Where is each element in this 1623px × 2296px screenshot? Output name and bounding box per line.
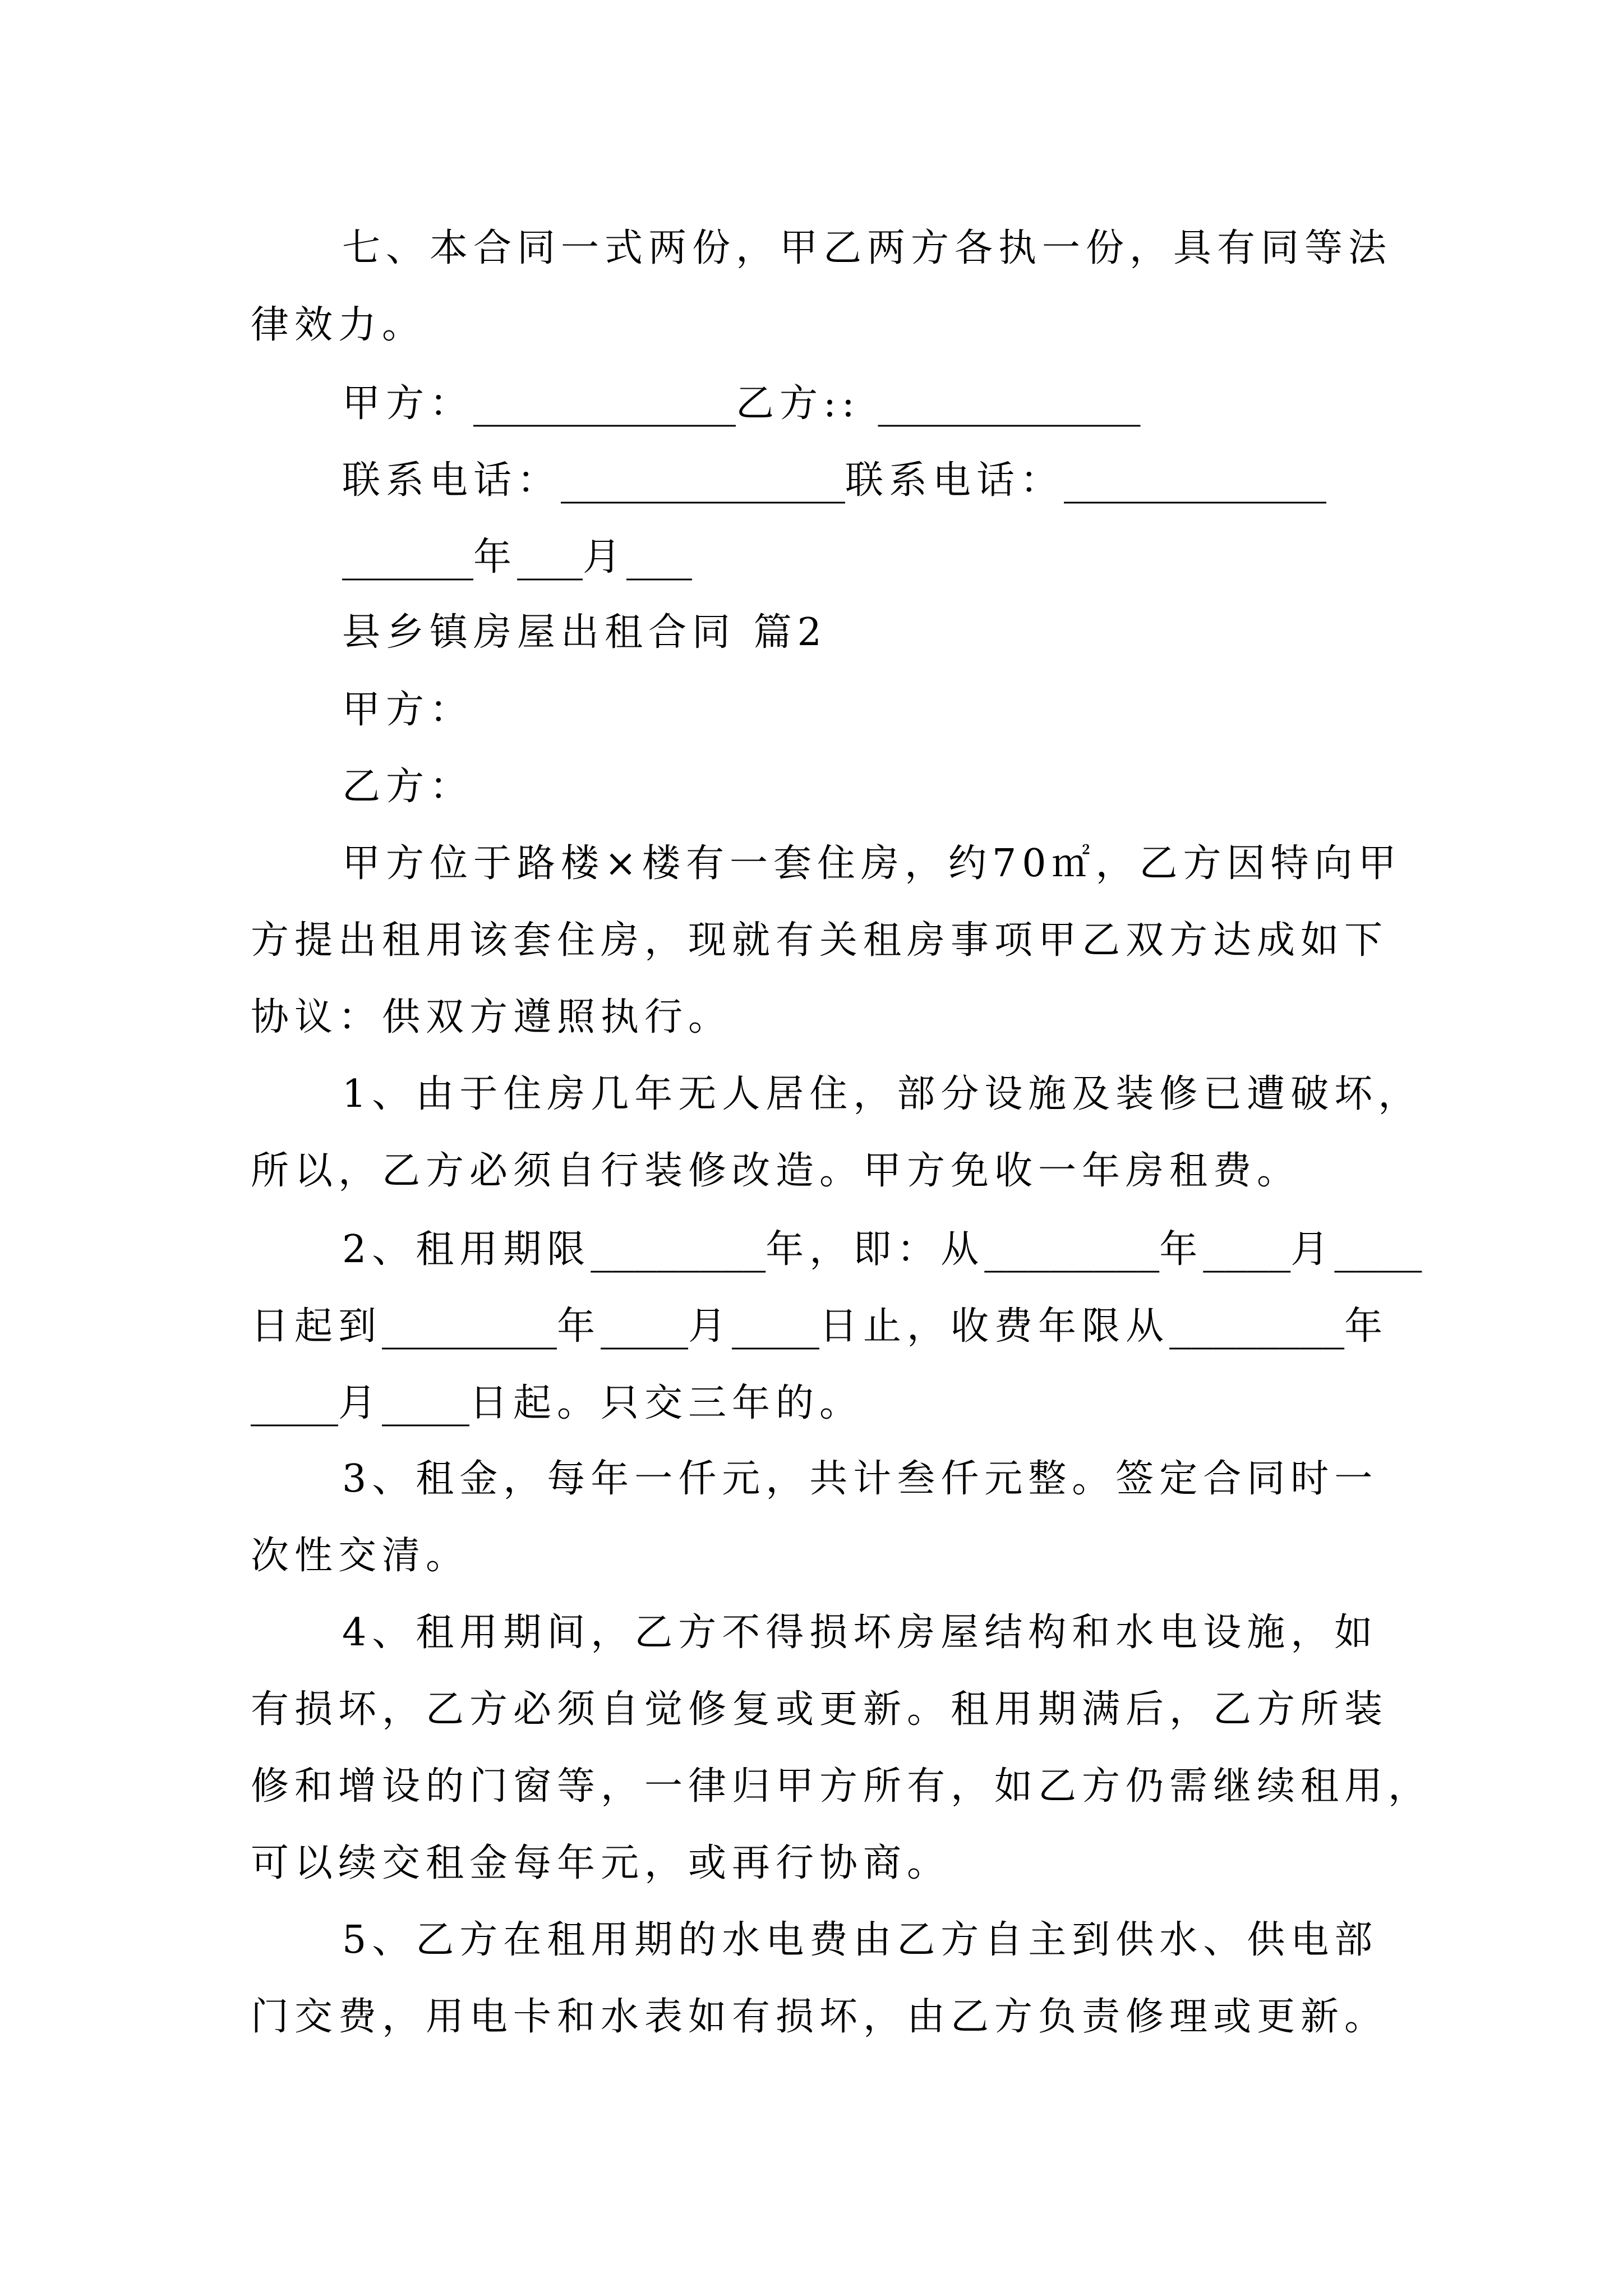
text-line: 门交费，用电卡和水表如有损坏，由乙方负责修理或更新。 [251,1995,1389,2040]
blank-field: ________ [1169,1299,1345,1350]
clause-2 [251,1209,1484,1440]
blank-field: ________ [591,1222,766,1273]
date-line [251,517,1484,594]
blank-field: _____________ [561,453,846,504]
blank-field: ___ [517,530,583,581]
text-line: 甲方：____________乙方:: ____________ [342,376,1141,427]
blank-field: ____ [251,1376,338,1427]
text-line: 有损坏，乙方必须自觉修复或更新。租用期满后，乙方所装 [251,1687,1389,1732]
blank-field: ____ [1203,1222,1291,1273]
blank-field: ________ [984,1222,1160,1273]
blank-field: ___ [626,530,693,581]
text-line: 3、租金，每年一仟元，共计叁仟元整。签定合同时一 [342,1456,1378,1501]
text-line: 方提出租用该套住房，现就有关租房事项甲乙双方达成如下 [251,918,1389,963]
text-line: 4、租用期间，乙方不得损坏房屋结构和水电设施，如 [342,1610,1378,1655]
text-line: 修和增设的门窗等，一律归甲方所有，如乙方仍需继续租用， [251,1764,1432,1809]
text-line: 2、租用期限________年，即：从________年____月____ [342,1222,1422,1273]
text-line: 联系电话：_____________联系电话：____________ [342,453,1327,504]
clause-4 [251,1594,1484,1902]
blank-field: ____ [732,1299,820,1350]
document-body [251,210,1484,2055]
blank-field: ______ [342,530,473,581]
text-line: 甲方位于路楼×楼有一套住房，约70㎡，乙方因特向甲 [342,841,1402,886]
text-line: 七、本合同一式两份，甲乙两方各执一份，具有同等法 [342,226,1393,270]
text-line: ______年___月___ [342,530,693,581]
text-line: 1、由于住房几年无人居住，部分设施及装修已遭破坏， [342,1072,1422,1117]
preamble [251,825,1484,1056]
signature-parties-line [251,364,1484,440]
clause-7 [251,210,1484,364]
blank-field: ____ [382,1376,470,1427]
blank-field: ________ [382,1299,557,1350]
text-line: 协议：供双方遵照执行。 [251,995,732,1039]
blank-field: ____ [601,1299,689,1350]
section-title [251,594,1484,671]
text-line: ____月____日起。只交三年的。 [251,1376,864,1427]
text-line: 5、乙方在租用期的水电费由乙方自主到供水、供电部 [342,1918,1378,1963]
party-a-label [251,671,1484,748]
text-line: 次性交清。 [251,1533,470,1578]
blank-field: ____________ [878,376,1141,427]
blank-field: ____________ [1064,453,1327,504]
clause-1 [251,1056,1484,1209]
party-b-label [251,748,1484,825]
clause-3 [251,1441,1484,1594]
text-line: 甲方： [342,687,474,732]
blank-field: ____ [1334,1222,1422,1273]
clause-5 [251,1902,1484,2055]
text-line: 乙方： [342,764,474,809]
text-line: 县乡镇房屋出租合同 篇2 [342,610,827,655]
text-line: 律效力。 [251,303,426,348]
text-line: 可以续交租金每年元，或再行协商。 [251,1841,951,1885]
contact-phone-line [251,440,1484,517]
text-line: 所以，乙方必须自行装修改造。甲方免收一年房租费。 [251,1149,1301,1194]
blank-field: ____________ [473,376,736,427]
text-line: 日起到________年____月____日止，收费年限从________年 [251,1299,1389,1350]
